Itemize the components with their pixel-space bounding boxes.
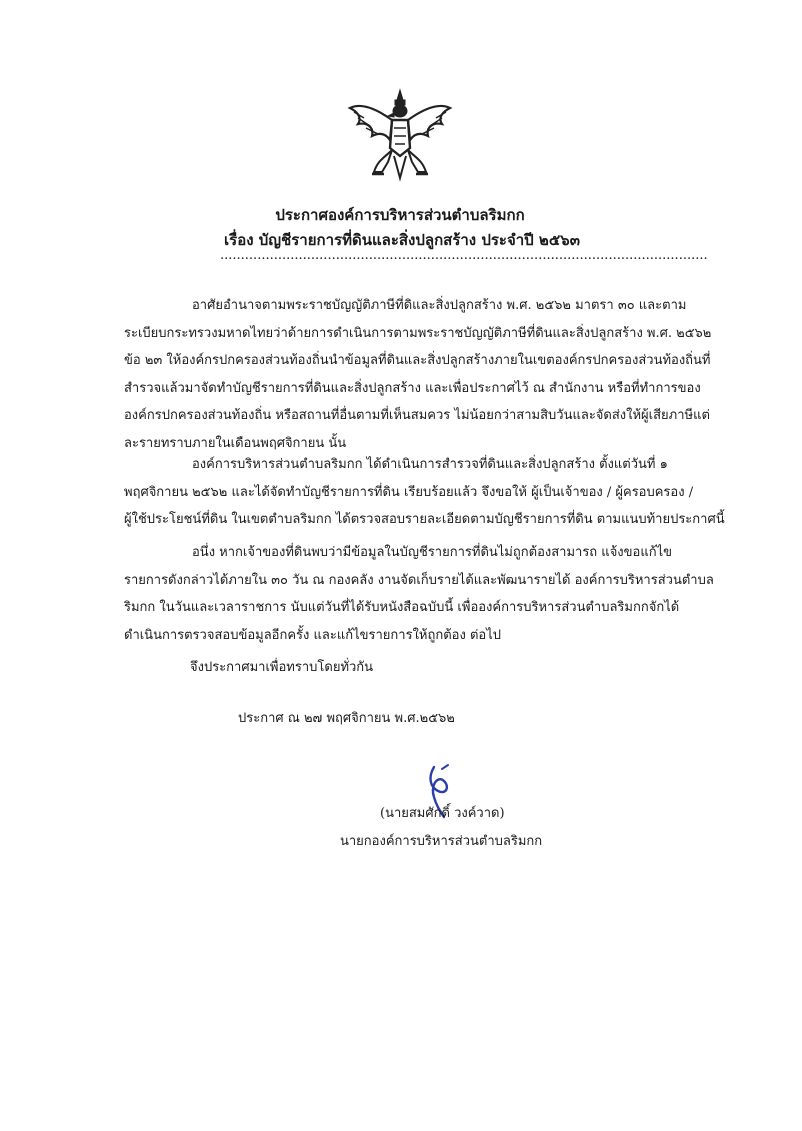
signer-name: (นายสมศักดิ์ วงค์วาด) — [380, 806, 505, 821]
garuda-emblem-icon — [348, 88, 452, 180]
paragraph-1 — [124, 292, 714, 457]
paragraph-line: อนึ่ง หากเจ้าของที่ดินพบว่ามีข้อมูลในบัญชีรายการที่ดินไม่ถูกต้องสามารถ แจ้งขอแก้ไข — [192, 545, 673, 560]
paragraph-line: ระเบียบกระทรวงมหาดไทยว่าด้ายการดำเนินการตามพระราชบัญญัติภาษีที่ดินและสิ่งปลูกสร้าง พ.ศ. ๒๕๖๒ — [124, 325, 712, 341]
signer-title: นายกองค์การบริหารส่วนตำบลริมกก — [340, 834, 543, 849]
paragraph-line: ดำเนินการตรวจสอบข้อมูลอีกครั้ง และแก้ไขรายการให้ถูกต้อง ต่อไป — [124, 627, 501, 643]
document-title: ประกาศองค์การบริหารส่วนตำบลริมกก — [275, 206, 525, 224]
paragraph-line: องค์กรปกครองส่วนท้องถิ่น หรือสถานที่อื่นตามที่เห็นสมควร ไม่น้อยกว่าสามสิบวันและจัดส่งให้ผู้เสียภาษีแต่ — [124, 408, 710, 423]
paragraph-line: รายการดังกล่าวได้ภายใน ๓๐ วัน ณ กองคลัง งานจัดเก็บรายได้และพัฒนารายได้ องค์การบริหารส่วนตำบล — [124, 572, 714, 588]
paragraph-line: อาศัยอำนาจตามพระราชบัญญัติภาษีที่ดิและสิ่งปลูกสร้าง พ.ศ. ๒๕๖๒ มาตรา ๓๐ และตาม — [192, 298, 687, 313]
paragraph-2 — [124, 451, 725, 534]
paragraph-line: ริมกก ในวันและเวลาราชการ นับแต่วันที่ได้รับหนังสือฉบับนี้ เพื่อองค์การบริหารส่วนตำบลริมกกจักได้ — [124, 600, 680, 615]
title-block — [0, 203, 800, 253]
paragraph-line: พฤศจิกายน ๒๕๖๒ และได้จัดทำบัญชีรายการที่ดิน เรียบร้อยแล้ว จึงขอให้ ผู้เป็นเจ้าของ / ผู้ครอบครอง / — [124, 484, 694, 500]
closing-statement: จึงประกาศมาเพื่อทราบโดยทั่วกัน — [190, 660, 374, 675]
paragraph-line: ข้อ ๒๓ ให้องค์กรปกครองส่วนท้องถิ่นนำข้อมูลที่ดินและสิ่งปลูกสร้างภายในเขตองค์กรปกครองส่วนท้องถิ่นที่ — [124, 353, 711, 368]
paragraph-3 — [124, 539, 714, 649]
paragraph-line: ผู้ใช้ประโยชน์ที่ดิน ในเขตตำบลริมกก ได้ตรวจสอบรายละเอียดตามบัญชีรายการที่ดิน ตามแนบท้ายประกาศนี้ — [124, 512, 725, 527]
paragraph-line: องค์การบริหารส่วนตำบลริมกก ได้ดำเนินการสำรวจที่ดินและสิ่งปลูกสร้าง ตั้งแต่วันที่ ๑ — [192, 457, 668, 472]
paragraph-line: สำรวจแล้วมาจัดทำบัญชีรายการที่ดินและสิ่งปลูกสร้าง และเพื่อประกาศไว้ ณ สำนักงาน หรือที่ทำการของ — [124, 380, 701, 396]
document-subject: เรื่อง บัญชีรายการที่ดินและสิ่งปลูกสร้าง ประจำปี ๒๕๖๓ — [224, 231, 580, 249]
announcement-date: ประกาศ ณ ๒๗ พฤศจิกายน พ.ศ.๒๕๖๒ — [238, 711, 455, 726]
dotted-separator: ...................................................................................................................... — [220, 248, 708, 263]
paragraph-line: ละรายทราบภายในเดือนพฤศจิกายน นั้น — [124, 435, 347, 451]
